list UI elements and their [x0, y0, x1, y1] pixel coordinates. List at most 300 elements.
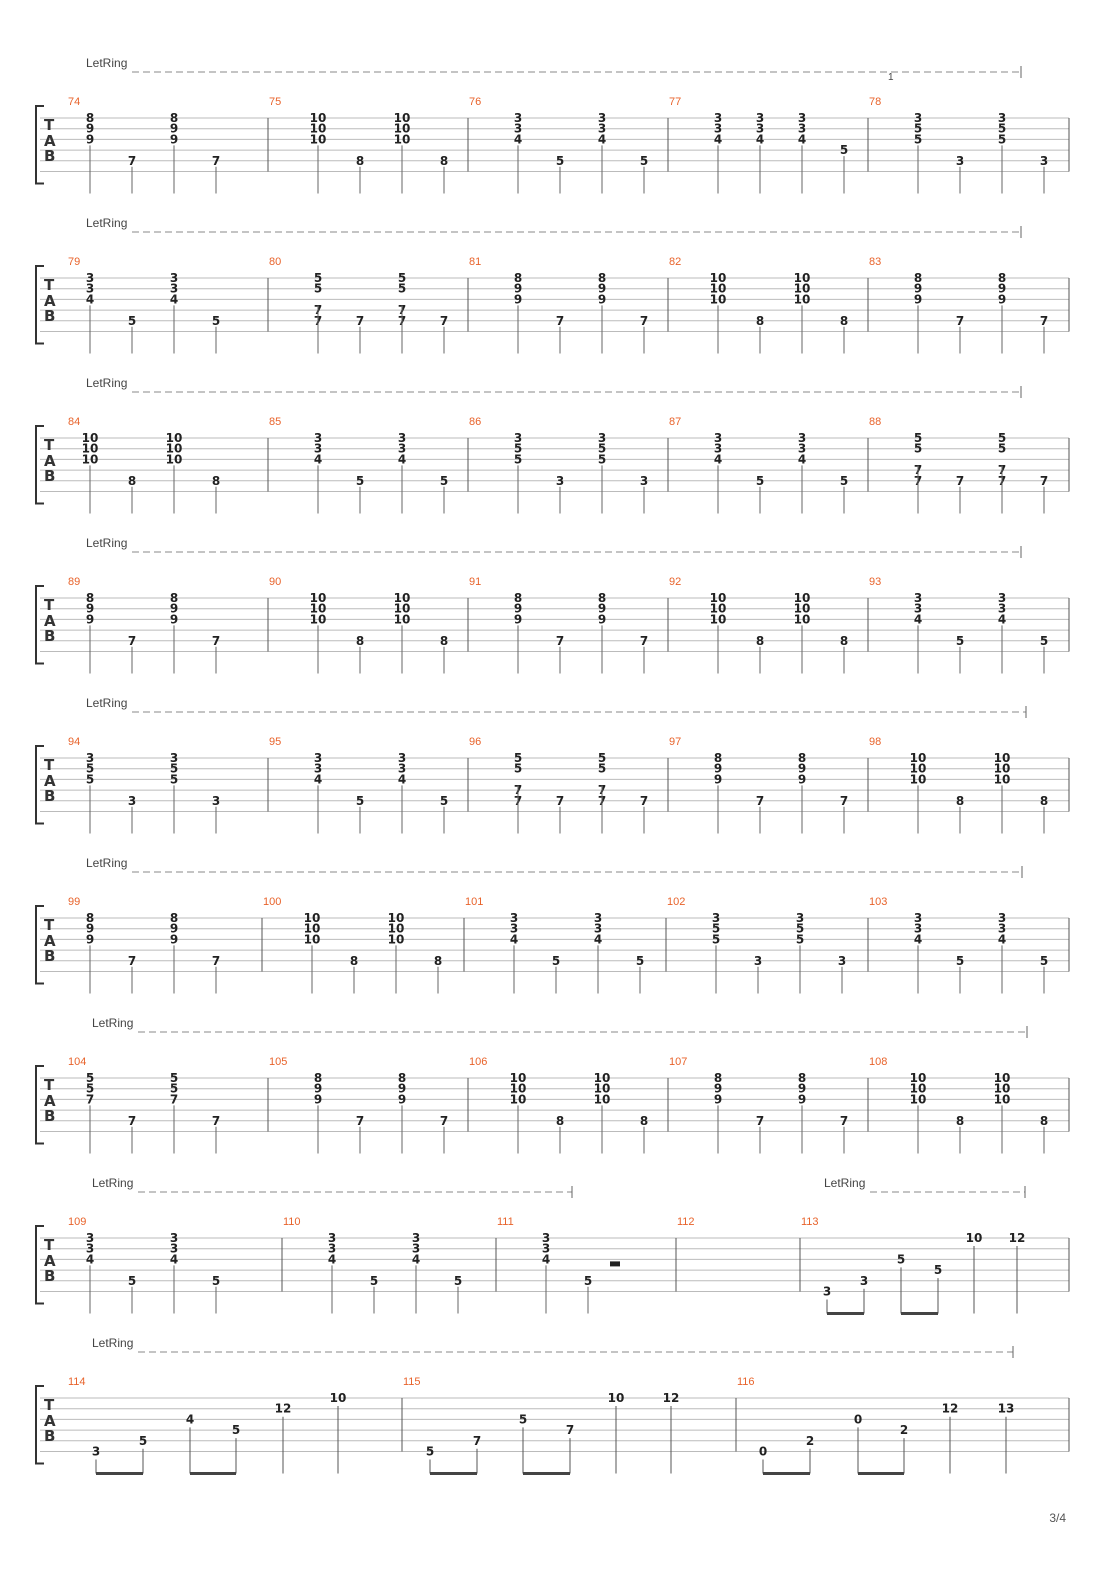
fret-number: 10	[593, 1092, 611, 1107]
fret-number: 5	[397, 281, 407, 296]
fret-number: 9	[713, 1092, 723, 1107]
tab-clef-a: A	[44, 132, 56, 150]
fret-number: 9	[597, 612, 607, 627]
fret-number: 3	[997, 911, 1007, 925]
fret-number: 10	[909, 761, 927, 776]
fret-number: 5	[795, 932, 805, 947]
fret-number: 10	[387, 921, 405, 936]
tab-clef-a: A	[44, 1092, 56, 1110]
fret-number: 4	[713, 452, 723, 467]
measure-number: 82	[669, 256, 682, 268]
measure-number: 103	[869, 896, 888, 908]
tab-clef-a: A	[44, 772, 56, 790]
fret-number: 3	[997, 111, 1007, 125]
measure-number: 85	[269, 416, 282, 428]
fret-number: 10	[509, 1092, 527, 1107]
measure-number: 89	[68, 576, 81, 588]
fret-number: 10	[965, 1231, 983, 1245]
fret-number: 3	[211, 793, 221, 808]
fret-number: 8	[713, 751, 723, 765]
fret-number: 5	[711, 921, 721, 936]
fret-number: 9	[513, 292, 523, 307]
fret-number: 8	[439, 153, 449, 168]
fret-number: 3	[913, 111, 923, 125]
fret-number: 10	[165, 441, 183, 456]
fret-number: 3	[169, 751, 179, 765]
fret-number: 5	[997, 121, 1007, 136]
fret-number: 5	[597, 761, 607, 776]
tab-clef-b: B	[44, 1427, 56, 1445]
fret-number: 4	[541, 1252, 551, 1267]
fret-number: 9	[513, 612, 523, 627]
fret-number: 5	[313, 281, 323, 296]
fret-number: 7	[1039, 313, 1049, 328]
tab-clef-a: A	[44, 612, 56, 630]
fret-number: 3	[913, 921, 923, 936]
fret-number: 9	[713, 761, 723, 776]
fret-number: 10	[709, 281, 727, 296]
fret-number: 4	[397, 772, 407, 787]
fret-number: 4	[513, 132, 523, 147]
fret-number: 3	[837, 953, 847, 968]
tab-clef-t: T	[44, 916, 55, 934]
fret-number: 8	[839, 633, 849, 648]
fret-number: 12	[274, 1401, 292, 1416]
fret-number: 10	[309, 132, 327, 147]
fret-number: 5	[513, 452, 523, 467]
fret-number: 8	[169, 911, 179, 925]
fret-number: 9	[913, 281, 923, 296]
fret-number: 0	[758, 1444, 768, 1459]
tab-clef-a: A	[44, 1252, 56, 1270]
fret-number: 3	[639, 473, 649, 488]
fret-number: 10	[793, 271, 811, 285]
fret-number: 0	[853, 1412, 863, 1427]
fret-number: 4	[713, 132, 723, 147]
fret-number: 5	[913, 132, 923, 147]
fret-number: 3	[997, 921, 1007, 936]
tab-clef-a: A	[44, 452, 56, 470]
fret-number: 10	[993, 1071, 1011, 1085]
fret-number: 3	[85, 281, 95, 296]
fret-number: 3	[327, 1231, 337, 1245]
fret-number: 3	[1039, 153, 1049, 168]
tab-clef-b: B	[44, 467, 56, 485]
tab-clef-b: B	[44, 1267, 56, 1285]
fret-number: 9	[169, 612, 179, 627]
fret-number: 3	[411, 1241, 421, 1256]
fret-number: 9	[169, 921, 179, 936]
measure-number: 96	[469, 736, 482, 748]
tab-clef-t: T	[44, 1396, 55, 1414]
fret-number: 8	[313, 1071, 323, 1085]
fret-number: 9	[85, 601, 95, 616]
tab-clef-a: A	[44, 292, 56, 310]
fret-number: 10	[607, 1391, 625, 1405]
fret-number: 5	[635, 953, 645, 968]
fret-number: 5	[127, 313, 137, 328]
fret-number: 3	[85, 271, 95, 285]
fret-number: 10	[309, 591, 327, 605]
fret-number: 10	[509, 1071, 527, 1085]
fret-number: 3	[169, 281, 179, 296]
fret-number: 7	[472, 1433, 482, 1448]
fret-number: 10	[393, 121, 411, 136]
fret-number: 3	[397, 751, 407, 765]
fret-number: 8	[555, 1113, 565, 1128]
fret-number: 3	[713, 111, 723, 125]
fret-number: 9	[713, 772, 723, 787]
fret-number: 10	[303, 932, 321, 947]
fret-number: 10	[393, 612, 411, 627]
fret-number: 10	[165, 431, 183, 445]
measure-number: 76	[469, 96, 482, 108]
fret-number: 7	[355, 1113, 365, 1128]
fret-number: 5	[85, 772, 95, 787]
fret-number: 10	[393, 132, 411, 147]
fret-number: 5	[551, 953, 561, 968]
fret-number: 9	[169, 132, 179, 147]
fret-number: 8	[1039, 1113, 1049, 1128]
measure-number: 87	[669, 416, 682, 428]
fret-number: 3	[169, 1231, 179, 1245]
fret-number: 5	[1039, 953, 1049, 968]
letring-label: LetRing	[86, 536, 128, 550]
fret-number: 3	[795, 911, 805, 925]
fret-number: 7	[555, 313, 565, 328]
fret-number: 4	[313, 452, 323, 467]
fret-number: 5	[711, 932, 721, 947]
measure-number: 77	[669, 96, 682, 108]
fret-number: 3	[859, 1273, 869, 1288]
fret-number: 4	[913, 932, 923, 947]
fret-number: 10	[993, 751, 1011, 765]
fret-number: 8	[913, 271, 923, 285]
fret-number: 9	[597, 601, 607, 616]
measure-number: 88	[869, 416, 882, 428]
fret-number: 3	[597, 111, 607, 125]
fret-number: 5	[518, 1412, 528, 1427]
fret-number: 8	[639, 1113, 649, 1128]
fret-number: 5	[913, 441, 923, 456]
tab-clef-t: T	[44, 116, 55, 134]
fret-number: 9	[797, 772, 807, 787]
fret-number: 10	[909, 1071, 927, 1085]
fret-number: 3	[822, 1284, 832, 1299]
measure-number: 93	[869, 576, 882, 588]
fret-number: 3	[541, 1241, 551, 1256]
fret-number: 7	[565, 1423, 575, 1438]
fret-number: 3	[555, 473, 565, 488]
measure-number: 100	[263, 896, 282, 908]
fret-number: 10	[793, 281, 811, 296]
fret-number: 5	[933, 1263, 943, 1278]
fret-number: 7	[127, 153, 137, 168]
fret-number: 9	[913, 292, 923, 307]
fret-number: 9	[713, 1081, 723, 1096]
fret-number: 8	[597, 271, 607, 285]
fret-number: 4	[509, 932, 519, 947]
fret-number: 5	[369, 1273, 379, 1288]
measure-number: 91	[469, 576, 482, 588]
fret-number: 8	[839, 313, 849, 328]
tab-clef-t: T	[44, 436, 55, 454]
fret-number: 3	[513, 431, 523, 445]
fret-number: 10	[909, 772, 927, 787]
fret-number: 7	[513, 783, 523, 798]
fret-number: 10	[303, 911, 321, 925]
fret-number: 3	[313, 751, 323, 765]
fret-number: 7	[555, 633, 565, 648]
fret-number: 5	[955, 953, 965, 968]
fret-number: 9	[85, 612, 95, 627]
tab-clef-a: A	[44, 1412, 56, 1430]
fret-number: 10	[393, 601, 411, 616]
tab-clef-t: T	[44, 596, 55, 614]
fret-number: 8	[713, 1071, 723, 1085]
fret-number: 4	[593, 932, 603, 947]
fret-number: 5	[231, 1423, 241, 1438]
fret-number: 5	[997, 431, 1007, 445]
fret-number: 3	[327, 1241, 337, 1256]
fret-number: 5	[439, 793, 449, 808]
letring-label: LetRing	[86, 376, 128, 390]
fret-number: 12	[1008, 1231, 1026, 1245]
measure-number: 114	[68, 1376, 86, 1388]
fret-number: 10	[909, 1081, 927, 1096]
fret-number: 8	[169, 111, 179, 125]
fret-number: 4	[85, 292, 95, 307]
fret-number: 3	[313, 761, 323, 776]
fret-number: 3	[711, 911, 721, 925]
fret-number: 4	[997, 932, 1007, 947]
letring-label: LetRing	[86, 56, 128, 70]
fret-number: 5	[597, 441, 607, 456]
fret-number: 3	[509, 921, 519, 936]
fret-number: 10	[165, 452, 183, 467]
fret-number: 9	[313, 1081, 323, 1096]
fret-number: 8	[997, 271, 1007, 285]
letring-label: LetRing	[92, 1176, 134, 1190]
tab-clef-t: T	[44, 276, 55, 294]
fret-number: 8	[797, 1071, 807, 1085]
fret-number: 10	[309, 612, 327, 627]
fret-number: 5	[169, 761, 179, 776]
fret-number: 5	[439, 473, 449, 488]
fret-number: 7	[85, 1092, 95, 1107]
fret-number: 10	[81, 452, 99, 467]
tab-clef-b: B	[44, 787, 56, 805]
fret-number: 8	[127, 473, 137, 488]
fret-number: 3	[913, 911, 923, 925]
fret-number: 7	[211, 1113, 221, 1128]
fret-number: 3	[541, 1231, 551, 1245]
fret-number: 8	[355, 153, 365, 168]
fret-number: 3	[713, 441, 723, 456]
measure-number: 105	[269, 1056, 288, 1068]
fret-number: 5	[211, 1273, 221, 1288]
fret-number: 7	[597, 783, 607, 798]
fret-number: 7	[313, 303, 323, 318]
fret-number: 10	[709, 591, 727, 605]
fret-number: 8	[513, 271, 523, 285]
fret-number: 7	[639, 793, 649, 808]
fret-number: 7	[1039, 473, 1049, 488]
fret-number: 4	[411, 1252, 421, 1267]
tab-clef-t: T	[44, 1236, 55, 1254]
fret-number: 10	[709, 292, 727, 307]
rest-symbol	[610, 1261, 620, 1266]
fret-number: 9	[597, 292, 607, 307]
fret-number: 10	[81, 441, 99, 456]
fret-number: 5	[453, 1273, 463, 1288]
fret-number: 5	[839, 143, 849, 158]
fret-number: 10	[793, 292, 811, 307]
fret-number: 9	[797, 1081, 807, 1096]
fret-number: 3	[397, 441, 407, 456]
fret-number: 5	[169, 772, 179, 787]
fret-number: 7	[913, 463, 923, 478]
fret-number: 8	[211, 473, 221, 488]
fret-number: 9	[797, 761, 807, 776]
fret-number: 7	[839, 793, 849, 808]
fret-number: 12	[662, 1391, 680, 1405]
measure-number: 95	[269, 736, 282, 748]
fret-number: 3	[913, 601, 923, 616]
tab-clef-t: T	[44, 756, 55, 774]
fret-number: 4	[397, 452, 407, 467]
fret-number: 8	[755, 633, 765, 648]
fret-number: 4	[313, 772, 323, 787]
fret-number: 3	[755, 121, 765, 136]
fret-number: 5	[138, 1433, 148, 1448]
fret-number: 9	[169, 121, 179, 136]
fret-number: 3	[593, 911, 603, 925]
fret-number: 5	[85, 1081, 95, 1096]
fret-number: 10	[993, 761, 1011, 776]
fret-number: 5	[639, 153, 649, 168]
fret-number: 3	[169, 271, 179, 285]
measure-number: 98	[869, 736, 882, 748]
fret-number: 3	[509, 911, 519, 925]
fret-number: 9	[169, 601, 179, 616]
measure-number: 80	[269, 256, 282, 268]
fret-number: 10	[309, 601, 327, 616]
fret-number: 7	[127, 633, 137, 648]
fret-number: 4	[169, 292, 179, 307]
measure-number: 104	[68, 1056, 87, 1068]
fret-number: 3	[755, 111, 765, 125]
fret-number: 12	[941, 1401, 959, 1416]
letring-label: LetRing	[92, 1016, 134, 1030]
fret-number: 4	[169, 1252, 179, 1267]
fret-number: 5	[85, 761, 95, 776]
fret-number: 2	[899, 1423, 909, 1438]
fret-number: 10	[709, 271, 727, 285]
fret-number: 7	[597, 793, 607, 808]
fret-number: 8	[955, 793, 965, 808]
fret-number: 3	[85, 1231, 95, 1245]
fret-number: 10	[793, 591, 811, 605]
fret-number: 7	[955, 473, 965, 488]
measure-number: 101	[465, 896, 484, 908]
fret-number: 3	[127, 793, 137, 808]
fret-number: 3	[85, 751, 95, 765]
fret-number: 10	[81, 431, 99, 445]
fret-number: 5	[397, 271, 407, 285]
fret-number: 8	[85, 591, 95, 605]
fret-number: 5	[955, 633, 965, 648]
fret-number: 3	[797, 111, 807, 125]
tab-clef-b: B	[44, 1107, 56, 1125]
fret-number: 10	[593, 1071, 611, 1085]
measure-number: 94	[68, 736, 81, 748]
fret-number: 4	[597, 132, 607, 147]
fret-number: 10	[909, 751, 927, 765]
fret-number: 7	[839, 1113, 849, 1128]
letring-label: LetRing	[86, 216, 128, 230]
fret-number: 7	[997, 463, 1007, 478]
measure-number: 112	[677, 1216, 695, 1228]
fret-number: 7	[211, 953, 221, 968]
letring-label: LetRing	[92, 1336, 134, 1350]
fret-number: 8	[433, 953, 443, 968]
fret-number: 9	[597, 281, 607, 296]
fret-number: 3	[997, 591, 1007, 605]
fret-number: 10	[909, 1092, 927, 1107]
measure-number: 78	[869, 96, 882, 108]
fret-number: 5	[555, 153, 565, 168]
fret-number: 10	[393, 111, 411, 125]
fret-number: 3	[955, 153, 965, 168]
fret-number: 3	[913, 591, 923, 605]
fret-number: 7	[755, 1113, 765, 1128]
fret-number: 4	[185, 1412, 195, 1427]
letring-label: LetRing	[86, 696, 128, 710]
measure-number: 75	[269, 96, 282, 108]
fret-number: 7	[555, 793, 565, 808]
fret-number: 3	[597, 121, 607, 136]
fret-number: 5	[313, 271, 323, 285]
measure-number: 102	[667, 896, 686, 908]
fret-number: 8	[755, 313, 765, 328]
fret-number: 8	[349, 953, 359, 968]
fret-number: 8	[85, 111, 95, 125]
fret-number: 5	[795, 921, 805, 936]
fret-number: 7	[127, 953, 137, 968]
fret-number: 10	[793, 612, 811, 627]
measure-number: 86	[469, 416, 482, 428]
fret-number: 8	[85, 911, 95, 925]
fret-number: 5	[597, 452, 607, 467]
fret-number: 5	[513, 441, 523, 456]
fret-number: 3	[91, 1444, 101, 1459]
fret-number: 8	[513, 591, 523, 605]
fret-number: 7	[755, 793, 765, 808]
fret-number: 10	[303, 921, 321, 936]
fret-number: 4	[327, 1252, 337, 1267]
fret-number: 9	[85, 121, 95, 136]
fret-number: 5	[85, 1071, 95, 1085]
fret-number: 7	[997, 473, 1007, 488]
fret-number: 9	[513, 601, 523, 616]
tab-clef-b: B	[44, 947, 56, 965]
measure-number: 92	[669, 576, 682, 588]
fret-number: 8	[397, 1071, 407, 1085]
fret-number: 10	[993, 1092, 1011, 1107]
fret-number: 7	[913, 473, 923, 488]
fret-number: 9	[997, 292, 1007, 307]
